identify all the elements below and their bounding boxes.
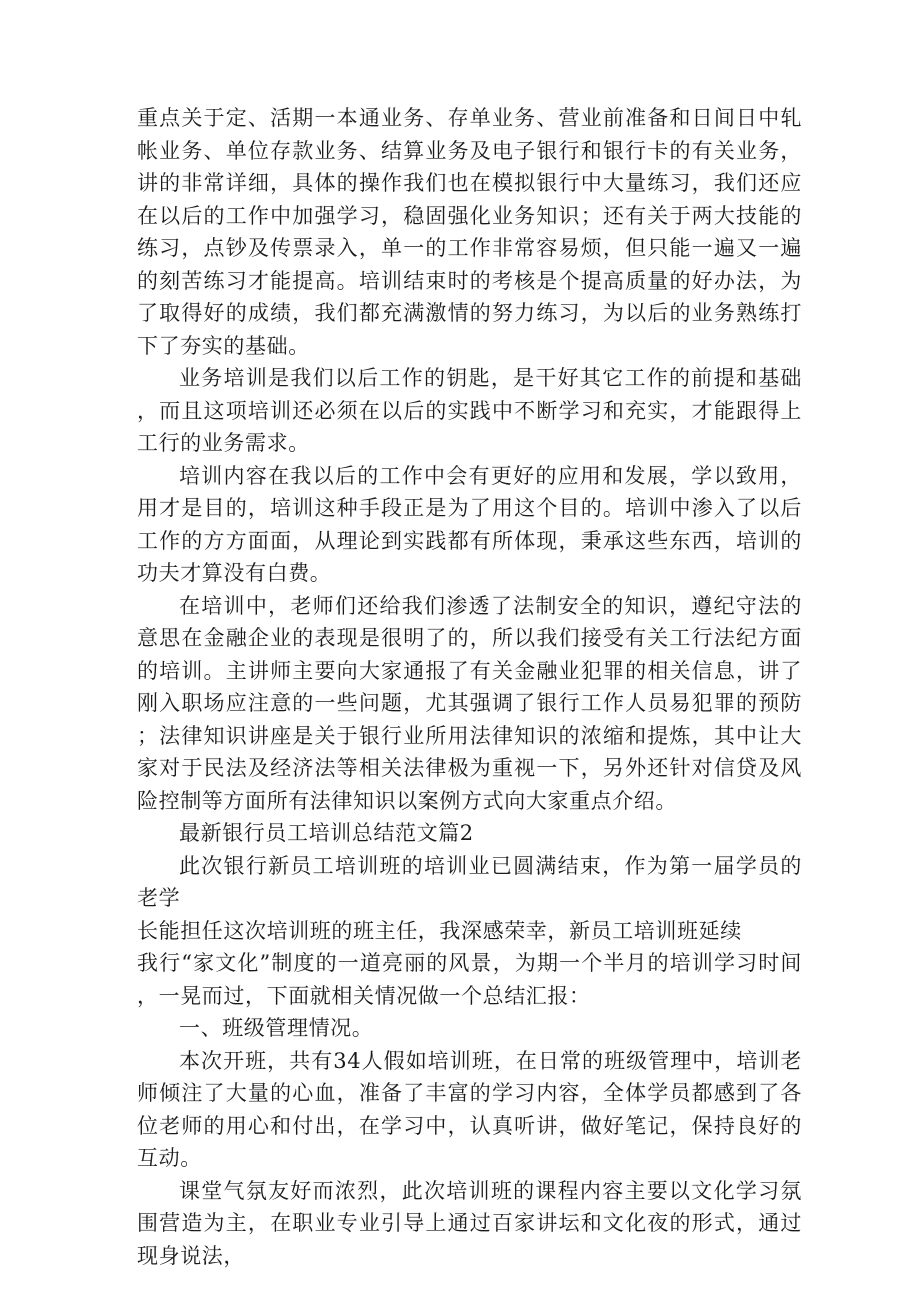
paragraph-class-intro-cont (137, 915, 802, 948)
document-body (137, 102, 802, 1272)
paragraph-class-intro (137, 850, 802, 915)
paragraph-classroom-atmosphere: 课堂气氛友好而浓烈，此次培训班的课程内容主要以文化学习氛围营造为主，在职业专业引导上通过百家讲坛和文化夜的形式，通过现身说法， (137, 1178, 802, 1268)
subheading-class-management: 一、班级管理情况。 (179, 1016, 374, 1040)
paragraph-class-intro-line1: 此次银行新员工培训班的培训业已圆满结束，作为第一届学员的老学 (137, 853, 802, 910)
paragraph-business-training: 重点关于定、活期一本通业务、存单业务、营业前准备和日间日中轧帐业务、单位存款业务、结算业务及电子银行和银行卡的有关业务，讲的非常详细，具体的操作我们也在模拟银行中大量练习，我们还应在以后的工作中加强学习，稳固强化业务知识；还有关于两大技能的练习，点钞及传票录入，单一的工作非常容易烦，但只能一遍又一遍的刻苦练习才能提高。培训结束时的考核是个提高质量的好办法，为了取得好的成绩，我们都充满激情的努力练习，为以后的业务熟练打下了夯实的基础。 (137, 106, 802, 358)
paragraph-family-culture: 我行“家文化”制度的一道亮丽的风景，为期一个半月的培训学习时间，一晃而过，下面就相关情况做一个总结汇报： (137, 951, 802, 1008)
paragraph-legal-training: 在培训中，老师们还给我们渗透了法制安全的知识，遵纪守法的意思在金融企业的表现是很明了的，所以我们接受有关工行法纪方面的培训。主讲师主要向大家通报了有关金融业犯罪的相关信息，讲了刚入职场应注意的一些问题，尤其强调了银行工作人员易犯罪的预防；法律知识讲座是关于银行业所用法律知识的浓缩和提炼，其中让大家对于民法及经济法等相关法律极为重视一下，另外还针对信贷及风险控制等方面所有法律知识以案例方式向大家重点介绍。 (137, 593, 802, 813)
paragraph-training-application: 培训内容在我以后的工作中会有更好的应用和发展，学以致用，用才是目的，培训这种手段正是为了用这个目的。培训中渗入了以后工作的方方面面，从理论到实践都有所体现，秉承这些东西，培训的功夫才算没有白费。 (137, 463, 802, 585)
paragraph-class-intro-line2: 长能担任这次培训班的班主任，我深感荣幸，新员工培训班延续 (137, 918, 742, 943)
paragraph-class-management: 本次开班，共有34人假如培训班，在日常的班级管理中，培训老师倾注了大量的心血，准备了丰富的学习内容，全体学员都感到了各位老师的用心和付出，在学习中，认真听讲，做好笔记，保持良好的互动。 (137, 1048, 802, 1170)
paragraph-training-key: 业务培训是我们以后工作的钥匙，是干好其它工作的前提和基础，而且这项培训还必须在以后的实践中不断学习和充实，才能跟得上工行的业务需求。 (137, 366, 802, 455)
section-title: 最新银行员工培训总结范文篇2 (179, 821, 474, 845)
